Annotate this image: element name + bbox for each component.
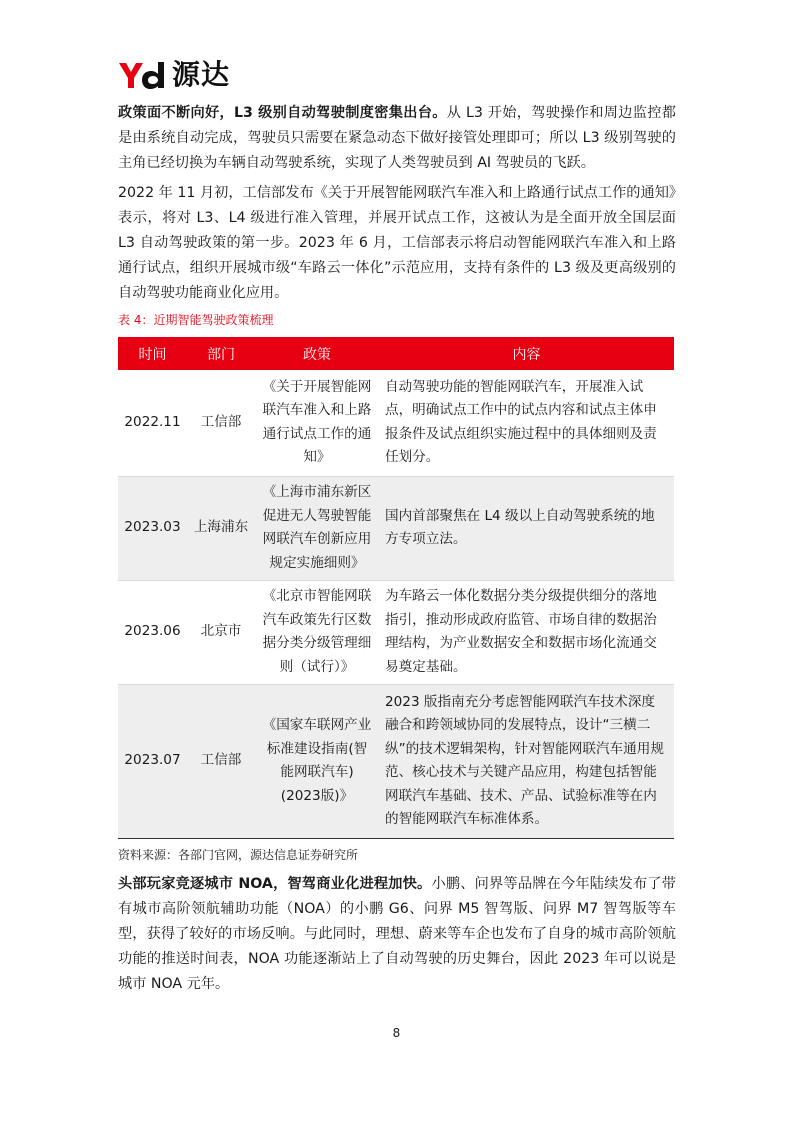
cell-time: 2023.07 (118, 684, 187, 838)
cell-dept: 北京市 (187, 580, 255, 684)
header-policy: 政策 (255, 337, 379, 370)
cell-policy: 《上海市浦东新区促进无人驾驶智能网联汽车创新应用规定实施细则》 (255, 476, 379, 580)
cell-content: 为车路云一体化数据分类分级提供细分的落地指引，推动形成政府监管、市场自律的数据治理结构，为产业数据安全和数据市场化流通交易奠定基础。 (379, 580, 674, 684)
cell-dept: 工信部 (187, 370, 255, 476)
yd-logo-icon (118, 60, 166, 90)
cell-policy: 《国家车联网产业标准建设指南(智能网联汽车)(2023版)》 (255, 684, 379, 838)
cell-dept: 工信部 (187, 684, 255, 838)
cell-content: 2023 版指南充分考虑智能网联汽车技术深度融合和跨领域协同的发展特点，设计“三横二纵”的技术逻辑架构，针对智能网联汽车通用规范、核心技术与关键产品应用，构建包括智能网联汽车基础、技术、产品、试验标准等在内的智能网联汽车标准体系。 (379, 684, 674, 838)
policy-table (118, 337, 674, 839)
table-source: 资料来源：各部门官网，源达信息证券研究所 (118, 848, 359, 862)
paragraph-city-noa (118, 872, 676, 997)
cell-policy: 《北京市智能网联汽车政策先行区数据分类分级管理细则（试行）》 (255, 580, 379, 684)
logo-text: 源达 (172, 58, 231, 91)
paragraph-lead: 头部玩家竞逐城市 NOA，智驾商业化进程加快。 (118, 876, 432, 892)
cell-policy: 《关于开展智能网联汽车准入和上路通行试点工作的通知》 (255, 370, 379, 476)
paragraph-body: 从 L3 开始，驾驶操作和周边监控都是由系统自动完成，驾驶员只需要在紧急动态下做好接管处理即可；所以 L3 级别驾驶的主角已经切换为车辆自动驾驶系统，实现了人类驾驶员到 AI 驾驶员的飞跃。 (118, 105, 676, 171)
table-header-row (118, 337, 674, 370)
table-row (118, 684, 674, 838)
table-row (118, 370, 674, 476)
cell-time: 2023.06 (118, 580, 187, 684)
cell-time: 2022.11 (118, 370, 187, 476)
header-time: 时间 (118, 337, 187, 370)
paragraph-policy-l3 (118, 101, 676, 176)
header-content: 内容 (379, 337, 674, 370)
cell-content: 国内首部聚焦在 L4 级以上自动驾驶系统的地方专项立法。 (379, 476, 674, 580)
brand-logo (118, 58, 230, 92)
table-row (118, 580, 674, 684)
paragraph-miit-pilot: 2022 年 11 月初，工信部发布《关于开展智能网联汽车准入和上路通行试点工作的通知》表示，将对 L3、L4 级进行准入管理，并展开试点工作，这被认为是全面开放全国层面 L3 自动驾驶政策的第一步。2023 年 6 月，工信部表示将启动智能网联汽车准入和上路通行试点，组织开展城市级“车路云一体化”示范应用，支持有条件的 L3 级及更高级别的自动驾驶功能商业化应用。 (118, 185, 676, 301)
paragraph-lead: 政策面不断向好，L3 级别自动驾驶制度密集出台。 (118, 105, 447, 121)
table-caption: 表 4：近期智能驾驶政策梳理 (118, 313, 274, 327)
header-dept: 部门 (187, 337, 255, 370)
cell-dept: 上海浦东 (187, 476, 255, 580)
cell-content: 自动驾驶功能的智能网联汽车，开展准入试点，明确试点工作中的试点内容和试点主体申报条件及试点组织实施过程中的具体细则及责任划分。 (379, 370, 674, 476)
page-number: 8 (392, 1026, 401, 1040)
paragraph-body: 小鹏、问界等品牌在今年陆续发布了带有城市高阶领航辅助功能（NOA）的小鹏 G6、问界 M5 智驾版、问界 M7 智驾版等车型，获得了较好的市场反响。与此同时，理想、蔚来等车企也发布了自身的城市高阶领航功能的推送时间表，NOA 功能逐渐站上了自动驾驶的历史舞台，因此 2023 年可以说是城市 NOA 元年。 (118, 876, 676, 992)
table-row (118, 476, 674, 580)
cell-time: 2023.03 (118, 476, 187, 580)
